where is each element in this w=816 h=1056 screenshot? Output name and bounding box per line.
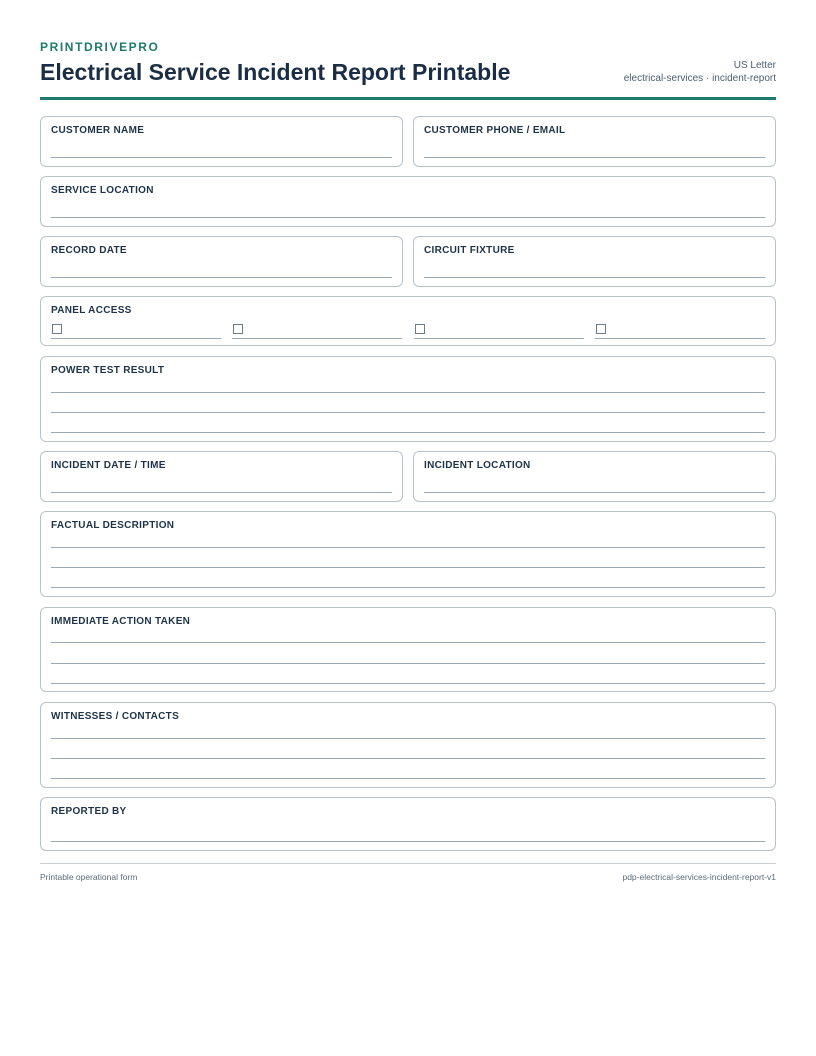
immediate-action-line-1[interactable] — [51, 642, 765, 643]
power-test-result-field[interactable] — [40, 356, 776, 442]
panel-access-field — [40, 296, 776, 346]
factual-description-line-1[interactable] — [51, 547, 765, 548]
form-meta — [624, 59, 776, 85]
customer-name-line[interactable] — [51, 157, 392, 158]
customer-contact-label: CUSTOMER PHONE / EMAIL — [424, 125, 566, 136]
incident-datetime-line[interactable] — [51, 492, 392, 493]
panel-access-label: PANEL ACCESS — [51, 305, 132, 316]
form-code: pdp-electrical-services-incident-report-v1 — [622, 872, 776, 882]
immediate-action-field[interactable] — [40, 607, 776, 692]
incident-datetime-label: INCIDENT DATE / TIME — [51, 460, 166, 471]
immediate-action-line-2[interactable] — [51, 663, 765, 664]
service-location-field[interactable] — [40, 176, 776, 227]
panel-access-checkbox-4[interactable] — [596, 324, 606, 334]
footer-note: Printable operational form — [40, 872, 138, 882]
factual-description-label: FACTUAL DESCRIPTION — [51, 520, 175, 531]
factual-description-line-3[interactable] — [51, 587, 765, 588]
incident-location-field[interactable] — [413, 451, 776, 502]
immediate-action-label: IMMEDIATE ACTION TAKEN — [51, 616, 191, 627]
incident-datetime-field[interactable] — [40, 451, 403, 502]
incident-location-line[interactable] — [424, 492, 765, 493]
brand-name: PRINTDRIVEPRO — [40, 40, 160, 54]
reported-by-line[interactable] — [51, 841, 765, 842]
witnesses-line-1[interactable] — [51, 738, 765, 739]
witnesses-line-2[interactable] — [51, 758, 765, 759]
page-title: Electrical Service Incident Report Printable — [40, 59, 511, 85]
witnesses-label: WITNESSES / CONTACTS — [51, 711, 180, 722]
panel-access-checkbox-3[interactable] — [415, 324, 425, 334]
paper-size: US Letter — [733, 60, 776, 71]
factual-description-field[interactable] — [40, 511, 776, 597]
header-divider — [40, 97, 776, 100]
footer-divider — [40, 863, 776, 864]
record-date-field[interactable] — [40, 236, 403, 287]
customer-name-field[interactable] — [40, 116, 403, 167]
power-test-line-2[interactable] — [51, 412, 765, 413]
witnesses-field[interactable] — [40, 702, 776, 788]
immediate-action-line-3[interactable] — [51, 683, 765, 684]
record-date-label: RECORD DATE — [51, 245, 127, 256]
panel-access-checkbox-2[interactable] — [233, 324, 243, 334]
panel-access-checkbox-1[interactable] — [52, 324, 62, 334]
power-test-result-label: POWER TEST RESULT — [51, 365, 165, 376]
power-test-line-3[interactable] — [51, 432, 765, 433]
factual-description-line-2[interactable] — [51, 567, 765, 568]
incident-location-label: INCIDENT LOCATION — [424, 460, 531, 471]
circuit-fixture-line[interactable] — [424, 277, 765, 278]
record-date-line[interactable] — [51, 277, 392, 278]
circuit-fixture-label: CIRCUIT FIXTURE — [424, 245, 515, 256]
panel-access-option-line-4[interactable] — [595, 338, 765, 339]
service-location-line[interactable] — [51, 217, 765, 218]
panel-access-option-line-2[interactable] — [232, 338, 402, 339]
reported-by-label: REPORTED BY — [51, 806, 127, 817]
customer-name-label: CUSTOMER NAME — [51, 125, 145, 136]
service-location-label: SERVICE LOCATION — [51, 185, 154, 196]
circuit-fixture-field[interactable] — [413, 236, 776, 287]
form-header — [40, 40, 776, 100]
form-tags: electrical-services · incident-report — [623, 73, 776, 84]
panel-access-option-line-1[interactable] — [51, 338, 221, 339]
panel-access-option-line-3[interactable] — [414, 338, 584, 339]
reported-by-field[interactable] — [40, 797, 776, 851]
witnesses-line-3[interactable] — [51, 778, 765, 779]
customer-contact-line[interactable] — [424, 157, 765, 158]
power-test-line-1[interactable] — [51, 392, 765, 393]
customer-contact-field[interactable] — [413, 116, 776, 167]
